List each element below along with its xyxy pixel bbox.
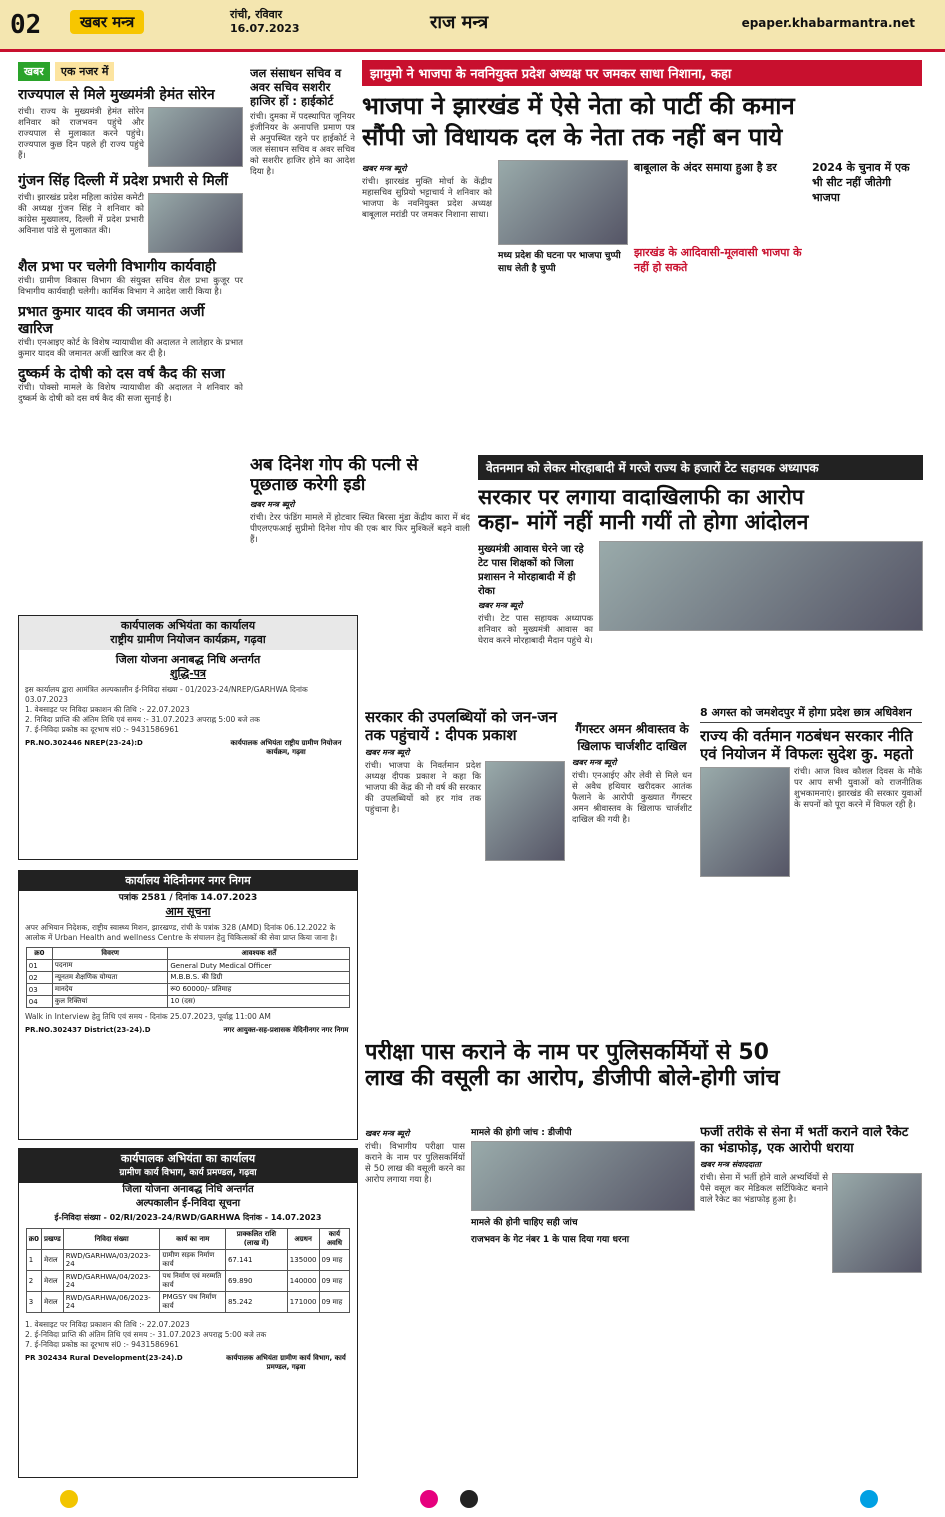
story-body: रांची। आज विश्व कौशल दिवस के मौके पर आप सभी युवाओं को राजनीतिक शुभकामनाएं। झारखंड की सरकार युवाओं के सपनों को पूरा करने में विफल रही है। [794,767,922,810]
brief-body: रांची। एनआइए कोर्ट के विशेष न्यायाधीश की अदालत ने लातेहार के प्रभात कुमार यादव की जमानत अर्जी खारिज कर दी है। [18,338,243,359]
byline: खबर मन्त्र ब्यूरो [362,163,407,173]
table-header: आवश्यक शर्तें [168,948,350,960]
notice-sign: कार्यपालक अभियंता ग्रामीण कार्य विभाग, कार्य प्रमण्डल, गढ़वा [226,1354,346,1371]
page-number: 02 [10,10,42,40]
table-row [26,984,349,996]
byline: खबर मन्त्र ब्यूरो [478,601,523,611]
story-body: रांची। सेना में भर्ती होने वाले अभ्यर्थियों से पैसे वसूल कर मेडिकल सर्टिफिकेट बनाने वाले रैकेट का भंडाफोड़ हुआ है। [700,1173,828,1206]
lead-photo [498,160,628,245]
dgp-photo [471,1141,695,1211]
brief-tag: खबर [18,62,50,81]
lead-body: रांची। झारखंड मुक्ति मोर्चा के केंद्रीय महासचिव सुप्रियो भट्टाचार्य ने शनिवार को भाजपा के नवनियुक्त प्रदेश अध्यक्ष बाबूलाल मरांडी पर जमकर निशाना साधा। [362,176,492,220]
registration-mark [60,1490,78,1508]
city-day: रांची, रविवार [230,8,283,21]
table-cell: 09 माह [319,1271,350,1292]
notice-office: कार्यालय मेदिनीनगर नगर निगम [125,874,251,887]
table-cell: 04 [26,996,52,1008]
story-body: रांची। भाजपा के निवर्तमान प्रदेश अध्यक्ष दीपक प्रकाश ने कहा कि भाजपा की केंद्र की नौ वर्ष की सरकार की उपलब्धियों को हर गांव तक पहुंचाना है। [365,761,481,815]
notice-sign: नगर आयुक्त-सह-प्रशासक मेदिनीनगर नगर निगम [223,1026,349,1034]
table-row [26,1271,349,1292]
table-cell: मानदेय [52,984,167,996]
table-cell: 67.141 [225,1250,287,1271]
lead-subhead: बाबूलाल के अंदर समाया हुआ है डर [634,160,777,174]
lead-headline-1[interactable]: भाजपा ने झारखंड में ऐसे नेता को पार्टी की कमान [362,92,795,120]
notice-inner: जिला योजना अनाबद्ध निधि अन्तर्गत [115,653,261,666]
table-header: प्रखण्ड [42,1229,64,1250]
police-headline [365,1040,923,1120]
table-cell: 01 [26,960,52,972]
lead-kicker: झामुमो ने भाजपा के नवनियुक्त प्रदेश अध्यक्ष पर जमकर साधा निशाना, कहा [362,60,922,86]
table-cell: M.B.B.S. की डिग्री [168,972,350,984]
table-header: प्राक्कलित राशि (लाख में) [225,1229,287,1250]
table-cell: मेराल [42,1271,64,1292]
lead-subhead: झारखंड के आदिवासी-मूलवासी भाजपा के नहीं हो सकते [634,245,802,274]
notice-pr-no: PR.NO.302437 District(23-24).D [25,1026,151,1034]
date: 16.07.2023 [230,22,300,35]
brief-body: रांची। झारखंड प्रदेश महिला कांग्रेस कमेटी की अध्यक्ष गुंजन सिंह ने शनिवार को कांग्रेस मुख्यालय, दिल्ली में प्रदेश प्रभारी अविनाश पांडे से मुलाकात की। [18,193,144,236]
table-row [26,960,349,972]
table-row [26,972,349,984]
story-body: रांची। विभागीय परीक्षा पास कराने के नाम पर पुलिसकर्मियों से 50 लाख की वसूली करने का आरोप लगाया गया है। [365,1142,465,1185]
table-cell: 1 [26,1250,41,1271]
notice-sign: कार्यपालक अभियंता राष्ट्रीय ग्रामीण नियोजन कार्यक्रम, गढ़वा [230,739,342,756]
police-subhead: मामले की होनी चाहिए सही जांच [471,1218,578,1228]
brief-body: रांची। राज्य के मुख्यमंत्री हेमंत सोरेन शनिवार को राजभवन पहुंचे और राज्यपाल से मुलाकात करने पहुंचे। राज्यपाल कुछ दिन पहले ही राज्य पहुंचे हैं। [18,107,144,161]
notice-row: 1. वेबसाइट पर निविदा प्रकाशन की तिथि :- 22.07.2023 [25,705,190,714]
registration-mark [460,1490,478,1508]
brief-headline[interactable]: शैल प्रभा पर चलेगी विभागीय कार्यवाही [18,259,216,275]
news-photo [148,193,243,253]
table-row [26,996,349,1008]
police-headline-1[interactable]: परीक्षा पास कराने के नाम पर पुलिसकर्मियों से 50 [365,1040,769,1065]
story-headline[interactable]: जल संसाधन सचिव व अवर सचिव सशरीर हाजिर हों : हाईकोर्ट [250,66,342,108]
notice-table [26,1228,350,1313]
brief-body: रांची। ग्रामीण विकास विभाग की संयुक्त सचिव शैल प्रभा कुजूर पर विभागीय कार्यवाही चलेगी। कार्मिक विभाग ने आदेश जारी किया है। [18,276,243,297]
story-body: रांची। टेरर फंडिंग मामले में होटवार स्थित बिरसा मुंडा केंद्रीय कारा में बंद पीएलएफआई सुप्रीमो दिनेश गोप की एक बार फिर मुश्किलें बढ़ने वाली हैं। [250,512,470,545]
sudesh-story [700,705,922,1035]
table-cell: पथ निर्माण एवं मरम्मति कार्य [160,1271,226,1292]
story-body: रांची। दुमका में पदस्थापित जूनियर इंजीनियर के अनापत्ति प्रमाण पत्र से अनुपस्थित रहने पर हाईकोर्ट ने जल संसाधन सचिव व अवर सचिव को सशरीर हाजिर होने का आदेश दिया है। [250,112,355,177]
notice-office: कार्यपालक अभियंता का कार्यालय [120,1152,256,1165]
police-subhead: राजभवन के गेट नंबर 1 के पास दिया गया धरना [471,1235,630,1245]
police-story [365,1125,695,1470]
table-header: क्र0 [26,948,52,960]
notice-pr-no: PR.NO.302446 NREP(23-24):D [25,739,143,747]
table-cell: 171000 [287,1292,319,1313]
notice-sub: ग्रामीण कार्य विभाग, कार्य प्रमण्डल, गढ़वा [119,1168,257,1178]
story-headline[interactable]: अब दिनेश गोप की पत्नी से पूछताछ करेगी इडी [250,455,419,496]
table-header: अग्रधन [287,1229,319,1250]
table-cell: 140000 [287,1271,319,1292]
notice-walkin: Walk in Interview हेतु तिथि एवं समय - दिनांक 25.07.2023, पूर्वाह्न 11:00 AM [25,1012,271,1021]
section-name: राज मन्त्र [430,12,489,33]
table-cell: 85.242 [225,1292,287,1313]
table-cell: RWD/GARHWA/04/2023-24 [63,1271,160,1292]
notice-title: शुद्धि-पत्र [169,667,206,680]
notice-inner: जिला योजना अनाबद्ध निधि अन्तर्गत [122,1184,254,1195]
table-cell: कुल रिक्तियां [52,996,167,1008]
notice-sub: राष्ट्रीय ग्रामीण नियोजन कार्यक्रम, गढ़वा [110,633,266,646]
brief-body: रांची। पोक्सो मामले के विशेष न्यायाधीश की अदालत ने शनिवार को दुष्कर्म के दोषी को दस वर्ष कैद की सजा सुनाई है। [18,383,243,404]
sudesh-photo [700,767,790,877]
story-headline[interactable]: गैंगस्टर अमन श्रीवास्तव के खिलाफ चार्जशीट दाखिल [575,722,689,753]
table-cell: 69.890 [225,1271,287,1292]
deepak-story [365,708,565,1028]
table-cell: General Duty Medical Officer [168,960,350,972]
deepak-photo [485,761,565,861]
website-link[interactable]: epaper.khabarmantra.net [741,16,915,30]
table-cell: 135000 [287,1250,319,1271]
notice-row: 2. ई-निविदा प्राप्ति की अंतिम तिथि एवं समय :- 31.07.2023 अपराह्न 5:00 बजे तक [25,1330,267,1339]
sudesh-kicker: 8 अगस्त को जमशेदपुर में होगा प्रदेश छात्र अधिवेशन [700,705,922,723]
notice-intro: अपर अभियान निदेशक, राष्ट्रीय स्वास्थ्य मिशन, झारखण्ड, रांची के पत्रांक 328 (AMD) दिनांक 06.12.2022 के आलोक में Urban Health and wellness Centre के संचालन हेतु चिकित्सकों की सेवा प्राप्त किया जाना है। [25,923,338,942]
notice-ref: पत्रांक 2581 / दिनांक 14.07.2023 [118,893,258,903]
tender-notice-nrep [18,615,358,860]
photo-caption: मध्य प्रदेश की घटना पर भाजपा चुप्पी साध लेती है चुप्पी [498,250,621,274]
tet-story [478,455,923,700]
table-cell: RWD/GARHWA/03/2023-24 [63,1250,160,1271]
brief-headline[interactable]: गुंजन सिंह दिल्ली में प्रदेश प्रभारी से मिलीं [18,173,228,189]
byline: खबर मन्त्र ब्यूरो [365,1129,410,1138]
byline: खबर मन्त्र संवाददाता [700,1160,761,1170]
lead-headline-2[interactable]: सौंपी जो विधायक दल के नेता तक नहीं बन पाये [362,122,783,151]
brief-headline[interactable]: प्रभात कुमार यादव की जमानत अर्जी खारिज [18,304,205,337]
table-cell: 02 [26,972,52,984]
brand-logo[interactable]: खबर मन्त्र [70,10,144,34]
walkin-notice [18,870,358,1140]
dateline [230,8,300,36]
table-header: क्र0 [26,1229,41,1250]
table-header: कार्य का नाम [160,1229,226,1250]
table-header: विवरण [52,948,167,960]
tet-photo [599,541,923,631]
aman-story [572,720,692,1020]
tet-sidehead: मुख्यमंत्री आवास घेरने जा रहे टेट पास शिक्षकों को जिला प्रशासन ने मोरहाबादी में ही रोका [478,544,584,598]
brief-tag-title: एक नजर में [55,62,115,81]
notice-office: कार्यपालक अभियंता का कार्यालय [120,619,256,632]
notice-table [26,947,350,1008]
registration-mark [420,1490,438,1508]
table-cell: 09 माह [319,1292,350,1313]
story-body: रांची। टेट पास सहायक अध्यापक शनिवार को मुख्यमंत्री आवास का घेराव करने मोरहाबादी मैदान पहुंचे थे। [478,614,593,647]
tender-notice-rwd [18,1148,358,1478]
tet-headline-1[interactable]: सरकार पर लगाया वादाखिलाफी का आरोप [478,485,804,509]
table-cell: न्यूनतम शैक्षणिक योग्यता [52,972,167,984]
table-cell: ग्रामीण सड़क निर्माण कार्य [160,1250,226,1271]
police-subhead: मामले की होगी जांच : डीजीपी [471,1128,572,1138]
police-headline-2[interactable]: लाख की वसूली का आरोप, डीजीपी बोले-होगी जांच [365,1066,780,1092]
highcourt-story [250,60,355,480]
tet-kicker: वेतनमान को लेकर मोरहाबादी में गरजे राज्य के हजारों टेट सहायक अध्यापक [478,455,923,480]
table-cell: 10 (दस) [168,996,350,1008]
notice-row: 7. ई-निविदा प्रकोष्ठ का दूरभाष सं0 :- 9431586961 [25,725,179,734]
table-cell: 2 [26,1271,41,1292]
table-cell: PMGSY पथ निर्माण कार्य [160,1292,226,1313]
story-headline[interactable]: राज्य की वर्तमान गठबंधन सरकार नीति एवं नियोजन में विफलः सुदेश कु. महतो [700,727,914,763]
news-photo [148,107,243,167]
table-header: कार्य अवधि [319,1229,350,1250]
brief-headline[interactable]: राज्यपाल से मिले मुख्यमंत्री हेमंत सोरेन [18,87,215,103]
table-cell: 03 [26,984,52,996]
story-headline[interactable]: सरकार की उपलब्धियों को जन-जन तक पहुंचायें : दीपक प्रकाश [365,708,557,744]
notice-row: 7. ई-निविदा प्रकोष्ठ का दूरभाष सं0 :- 9431586961 [25,1340,179,1349]
byline: खबर मन्त्र ब्यूरो [572,758,617,767]
table-row [26,1292,349,1313]
notice-pr-no: PR 302434 Rural Development(23-24).D [25,1354,183,1362]
brief-headline[interactable]: दुष्कर्म के दोषी को दस वर्ष कैद की सजा [18,366,225,382]
table-cell: RWD/GARHWA/06/2023-24 [63,1292,160,1313]
table-cell: रू0 60000/- प्रतिमाह [168,984,350,996]
table-row [26,1250,349,1271]
table-cell: मेराल [42,1250,64,1271]
notice-title: आम सूचना [165,905,211,918]
table-cell: 3 [26,1292,41,1313]
notice-title: अल्पकालीन ई-निविदा सूचना [135,1198,241,1209]
story-body: रांची। एनआईए और लेवी से मिले धन से अवैध हथियार खरीदकर आतंक फैलाने के आरोपी कुख्यात गैंगस्टर अमन श्रीवास्तव के खिलाफ चार्जशीट दाखिल की गयी है। [572,771,692,825]
table-cell: मेराल [42,1292,64,1313]
lead-subhead: 2024 के चुनाव में एक भी सीट नहीं जीतेगी भाजपा [812,160,910,204]
story-headline[interactable]: फर्जी तरीके से सेना में भर्ती कराने वाले रैकेट का भंडाफोड़, एक आरोपी धराया [700,1125,909,1156]
table-cell: 09 माह [319,1250,350,1271]
masthead [0,0,945,52]
byline: खबर मन्त्र ब्यूरो [250,499,295,509]
army-photo [832,1173,922,1273]
notice-row: 1. वेबसाइट पर निविदा प्रकाशन की तिथि :- 22.07.2023 [25,1320,190,1329]
lead-story [362,60,922,460]
army-story [700,1125,922,1470]
table-cell: पदनाम [52,960,167,972]
byline: खबर मन्त्र ब्यूरो [365,748,410,757]
news-brief-column [18,60,243,620]
notice-row: इस कार्यालय द्वारा आमंत्रित अल्पकालीन ई-निविदा संख्या - 01/2023-24/NREP/GARHWA दिनांक 03.07.2023 [25,685,308,704]
registration-mark [860,1490,878,1508]
tet-headline-2[interactable]: कहा- मांगें नहीं मानी गयीं तो होगा आंदोलन [478,510,809,535]
notice-ref: ई-निविदा संख्या - 02/RI/2023-24/RWD/GARHWA दिनांक - 14.07.2023 [54,1213,322,1222]
notice-row: 2. निविदा प्राप्ति की अंतिम तिथि एवं समय :- 31.07.2023 अपराह्न 5:00 बजे तक [25,715,260,724]
table-header: निविदा संख्या [63,1229,160,1250]
